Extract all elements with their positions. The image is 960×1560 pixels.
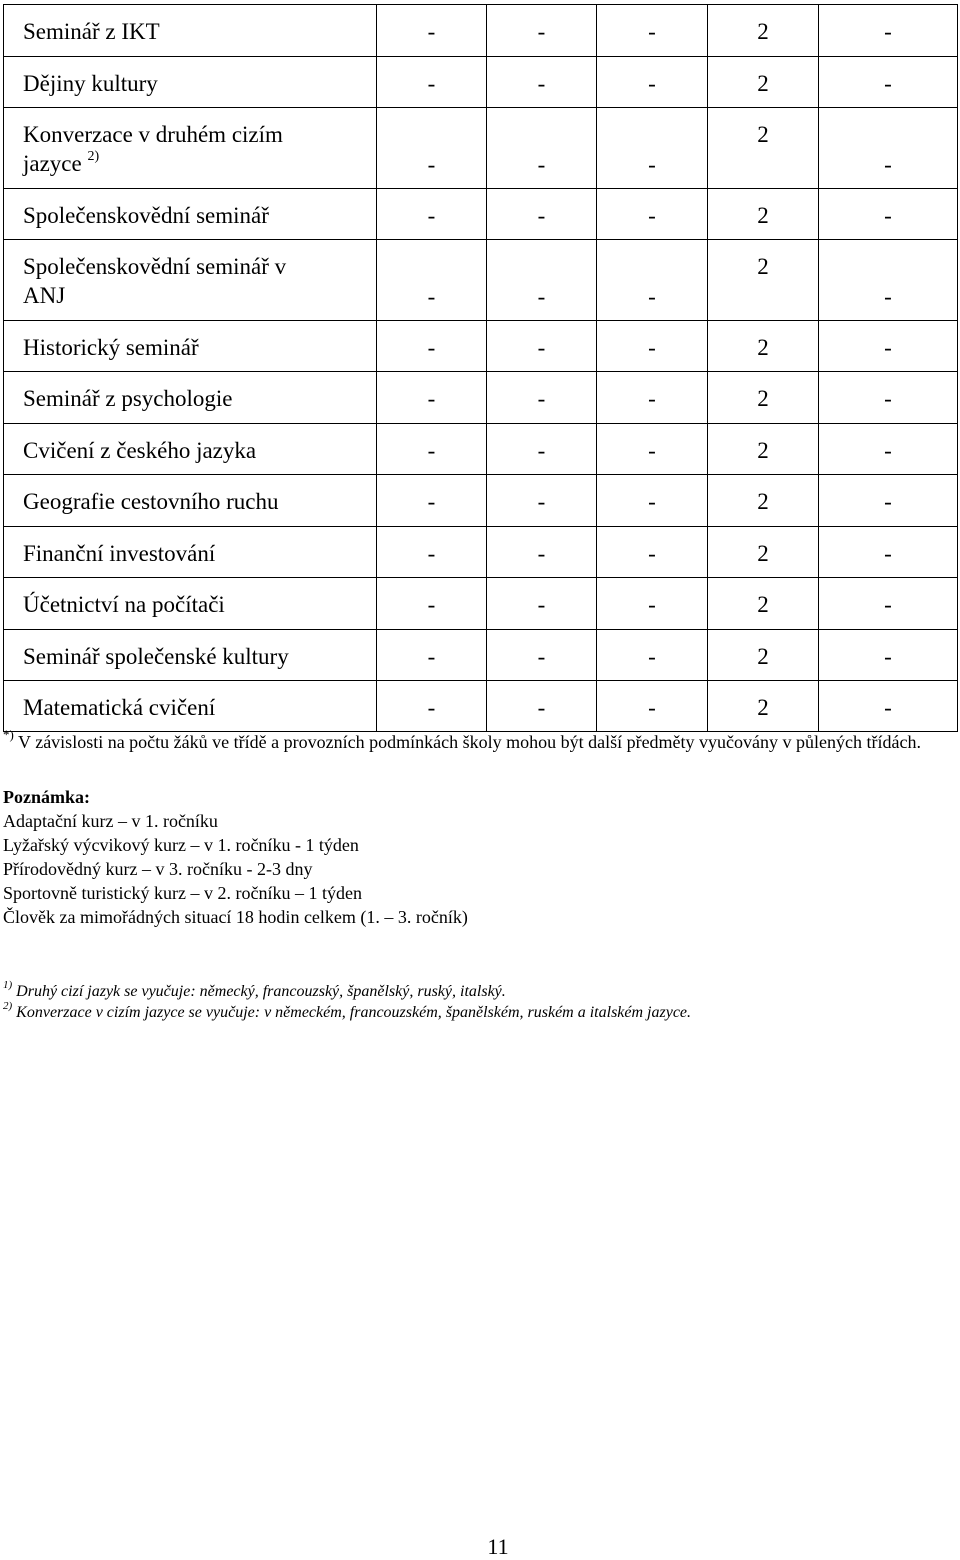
hours-cell: -: [377, 578, 487, 630]
subject-name-line2: ANJ: [23, 283, 66, 308]
table-row: [4, 321, 958, 372]
hours-cell: -: [597, 527, 708, 578]
footnote-ref: 2): [87, 149, 100, 165]
hours-cell: -: [487, 57, 597, 108]
subject-name: Seminář z IKT: [4, 5, 377, 57]
note-line: Přírodovědný kurz – v 3. ročníku - 2-3 dny: [3, 859, 313, 879]
note-line: Člověk za mimořádných situací 18 hodin celkem (1. – 3. ročník): [3, 907, 468, 927]
hours-cell: -: [597, 108, 708, 189]
table-row: [4, 475, 958, 527]
hours-cell: -: [819, 372, 958, 424]
footnote-mark: 2): [3, 999, 13, 1012]
footnote-2: [3, 999, 692, 1023]
hours-cell: -: [377, 475, 487, 527]
note-title: Poznámka:: [3, 787, 90, 807]
hours-cell: -: [819, 578, 958, 630]
subjects-table: [3, 4, 958, 732]
star-mark: *): [3, 727, 14, 742]
hours-cell: -: [597, 578, 708, 630]
note-line: Sportovně turistický kurz – v 2. ročníku – 1 týden: [3, 883, 362, 903]
hours-cell: -: [597, 475, 708, 527]
subject-name: Účetnictví na počítači: [4, 578, 377, 630]
hours-cell: -: [487, 5, 597, 57]
footnote-text: Konverzace v cizím jazyce se vyučuje: v německém, francouzském, španělském, ruském a italském jazyce.: [16, 1004, 692, 1021]
hours-cell: -: [377, 630, 487, 681]
hours-cell: -: [377, 424, 487, 475]
hours-cell: -: [597, 321, 708, 372]
notes-section: [3, 727, 948, 929]
note-line: Lyžařský výcvikový kurz – v 1. ročníku - 1 týden: [3, 835, 359, 855]
hours-cell: -: [819, 189, 958, 240]
table-row: [4, 578, 958, 630]
class-split-note-text: V závislosti na počtu žáků ve třídě a provozních podmínkách školy mohou být další předměty vyučovány v půlených třídách.: [18, 732, 921, 752]
hours-cell: 2: [708, 189, 819, 240]
subject-name-line1: Společenskovědní seminář v: [23, 254, 287, 279]
subject-name: Dějiny kultury: [4, 57, 377, 108]
hours-cell: -: [377, 527, 487, 578]
subject-name: [4, 108, 377, 189]
hours-cell: -: [597, 5, 708, 57]
footnote-1: [3, 978, 506, 1002]
hours-cell: 2: [708, 57, 819, 108]
hours-cell: -: [487, 527, 597, 578]
hours-cell: -: [819, 240, 958, 321]
hours-cell: -: [819, 527, 958, 578]
hours-cell: -: [597, 189, 708, 240]
hours-cell: 2: [708, 372, 819, 424]
hours-cell: -: [377, 5, 487, 57]
hours-cell: -: [487, 372, 597, 424]
subject-name: Cvičení z českého jazyka: [4, 424, 377, 475]
table-row: [4, 189, 958, 240]
table-row: [4, 108, 958, 189]
hours-cell: -: [377, 321, 487, 372]
subject-name: [4, 240, 377, 321]
table-row: [4, 424, 958, 475]
subject-name: Geografie cestovního ruchu: [4, 475, 377, 527]
page-number: 11: [487, 1534, 509, 1559]
hours-cell: 2: [708, 475, 819, 527]
hours-cell: 2: [708, 108, 819, 189]
table-row: [4, 372, 958, 424]
hours-cell: -: [487, 475, 597, 527]
hours-cell: -: [377, 57, 487, 108]
footnote-text: Druhý cizí jazyk se vyučuje: německý, francouzský, španělský, ruský, italský.: [16, 983, 506, 1000]
hours-cell: -: [597, 372, 708, 424]
hours-cell: -: [487, 108, 597, 189]
hours-cell: -: [487, 630, 597, 681]
table-row: [4, 57, 958, 108]
hours-cell: -: [377, 108, 487, 189]
hours-cell: 2: [708, 527, 819, 578]
hours-cell: 2: [708, 424, 819, 475]
table-row: [4, 240, 958, 321]
table-row: [4, 527, 958, 578]
hours-cell: -: [597, 630, 708, 681]
hours-cell: -: [597, 424, 708, 475]
hours-cell: -: [377, 681, 487, 732]
subject-name: Historický seminář: [4, 321, 377, 372]
hours-cell: -: [487, 424, 597, 475]
hours-cell: -: [377, 189, 487, 240]
hours-cell: 2: [708, 630, 819, 681]
subject-name-line2: jazyce: [23, 151, 82, 176]
hours-cell: 2: [708, 5, 819, 57]
hours-cell: -: [597, 240, 708, 321]
hours-cell: -: [487, 321, 597, 372]
subject-name-line1: Konverzace v druhém cizím: [23, 122, 283, 147]
hours-cell: -: [597, 57, 708, 108]
hours-cell: -: [597, 681, 708, 732]
hours-cell: -: [819, 681, 958, 732]
hours-cell: -: [819, 5, 958, 57]
hours-cell: -: [819, 321, 958, 372]
class-split-note: [3, 727, 948, 754]
subject-name: Finanční investování: [4, 527, 377, 578]
subject-name: Seminář z psychologie: [4, 372, 377, 424]
hours-cell: -: [487, 189, 597, 240]
table-row: [4, 630, 958, 681]
hours-cell: -: [819, 57, 958, 108]
hours-cell: -: [377, 240, 487, 321]
footnote-mark: 1): [3, 978, 13, 991]
hours-cell: 2: [708, 578, 819, 630]
subject-name: Společenskovědní seminář: [4, 189, 377, 240]
table-row: [4, 5, 958, 57]
hours-cell: -: [819, 424, 958, 475]
subject-name: Matematická cvičení: [4, 681, 377, 732]
hours-cell: -: [377, 372, 487, 424]
table-row: [4, 681, 958, 732]
hours-cell: -: [487, 240, 597, 321]
hours-cell: -: [819, 108, 958, 189]
subject-name: Seminář společenské kultury: [4, 630, 377, 681]
hours-cell: 2: [708, 240, 819, 321]
hours-cell: -: [487, 578, 597, 630]
hours-cell: -: [819, 475, 958, 527]
note-line: Adaptační kurz – v 1. ročníku: [3, 811, 218, 831]
hours-cell: -: [487, 681, 597, 732]
hours-cell: 2: [708, 681, 819, 732]
hours-cell: -: [819, 630, 958, 681]
hours-cell: 2: [708, 321, 819, 372]
